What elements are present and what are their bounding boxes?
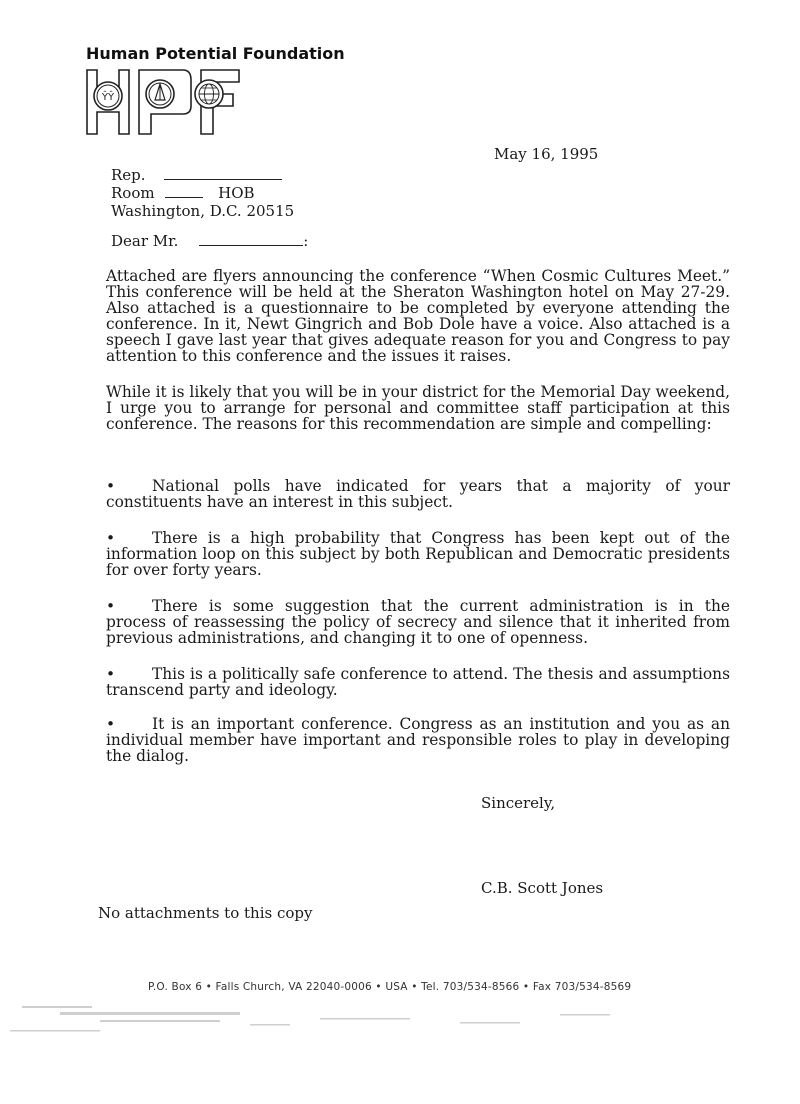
- bullet-text: There is a high probability that Congress has been kept out of the information loop on this subject by both Republican and Democratic presidents for over forty years.: [106, 529, 730, 579]
- bullet-item: [106, 598, 730, 646]
- hob-label: HOB: [218, 184, 255, 202]
- paragraph-reasons: While it is likely that you will be in your district for the Memorial Day weekend, I urge you to arrange for personal and committee staff participation at this conference. The reasons for this recommendation are simple and compelling:: [106, 383, 730, 433]
- bullet-text: National polls have indicated for years that a majority of your constituents have an interest in this subject.: [106, 477, 730, 511]
- salutation: [111, 232, 308, 250]
- salutation-colon: :: [303, 232, 309, 250]
- rep-name-blank: [164, 167, 282, 180]
- bullet-dot: •: [106, 529, 116, 547]
- bullet-item: [106, 478, 730, 510]
- bullet-item: [106, 666, 730, 698]
- salutation-name-blank: [199, 233, 303, 246]
- room-label: Room: [111, 184, 155, 202]
- bullet-dot: •: [106, 665, 116, 683]
- bullet-item: [106, 716, 730, 764]
- bullet-dot: •: [106, 477, 116, 495]
- globe-icon: [195, 80, 223, 108]
- attachments-note: No attachments to this copy: [98, 904, 313, 922]
- footer-contact: P.O. Box 6 • Falls Church, VA 22040-0006 • USA • Tel. 703/534-8566 • Fax 703/534-8569: [148, 981, 632, 993]
- organization-name: Human Potential Foundation: [86, 44, 345, 63]
- salutation-prefix: Dear Mr.: [111, 232, 179, 250]
- letter-date: May 16, 1995: [494, 145, 599, 163]
- bullet-item: [106, 530, 730, 578]
- room-number-blank: [165, 185, 203, 198]
- paragraph-intro: Attached are flyers announcing the conference “When Cosmic Cultures Meet.” This conference will be held at the Sheraton Washington hotel on May 27-29. Also attached is a questionnaire to be completed by everyone attending the conference. In it, Newt Gingrich and Bob Dole have a voice. Also attached is a speech I gave last year that gives adequate reason for you and Congress to pay attention to this conference and the issues it raises.: [106, 267, 730, 365]
- recipient-address: [111, 166, 294, 220]
- address-line-rep: [111, 166, 294, 184]
- svg-text:ŶŶ: ŶŶ: [101, 92, 115, 103]
- scan-noise: [0, 1000, 800, 1060]
- praying-hands-icon: [146, 80, 174, 108]
- bullet-dot: •: [106, 715, 116, 733]
- bullet-text: It is an important conference. Congress as an institution and you as an individual member have important and responsible roles to play in developing the dialog.: [106, 715, 730, 765]
- hpf-logo: [83, 68, 243, 140]
- signature-name: C.B. Scott Jones: [481, 879, 604, 897]
- address-line-city: Washington, D.C. 20515: [111, 202, 295, 220]
- address-line-room: [111, 184, 294, 202]
- bullet-text: This is a politically safe conference to attend. The thesis and assumptions transcend party and ideology.: [106, 665, 730, 699]
- closing: Sincerely,: [481, 794, 556, 812]
- family-icon: [94, 82, 122, 110]
- bullet-dot: •: [106, 597, 116, 615]
- rep-label: Rep.: [111, 166, 146, 184]
- hpf-logo-graphic: [83, 68, 243, 136]
- bullet-text: There is some suggestion that the current administration is in the process of reassessing the policy of secrecy and silence that it inherited from previous administrations, and changing it to one of openness.: [106, 597, 730, 647]
